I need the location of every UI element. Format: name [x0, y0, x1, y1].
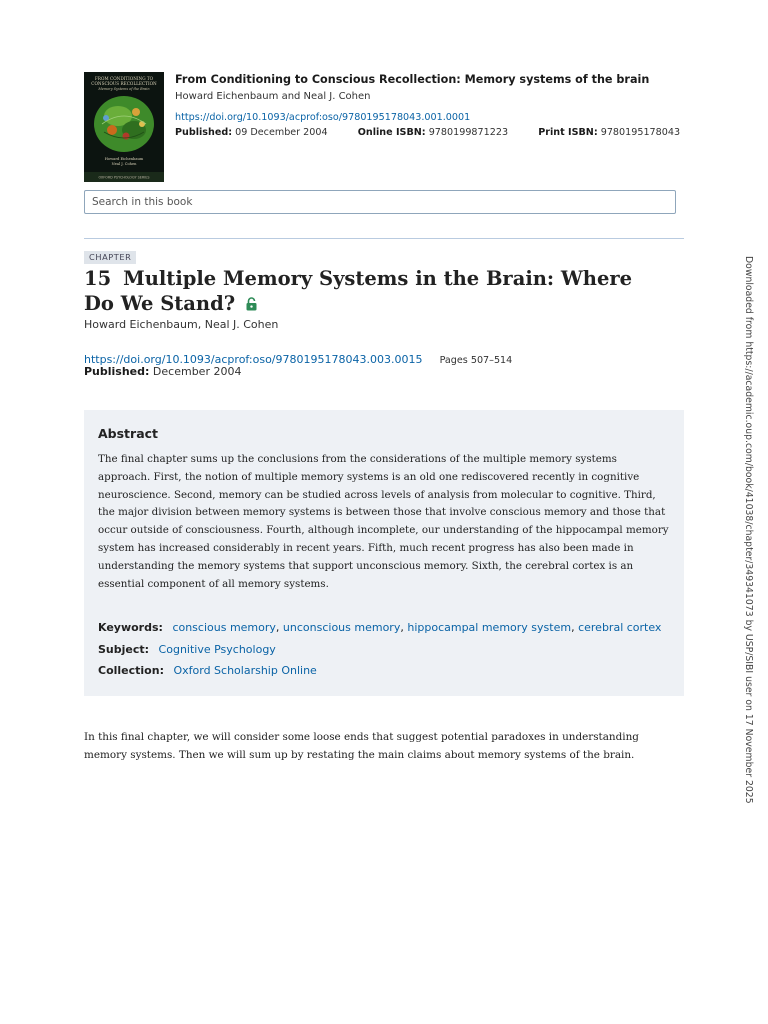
chapter-published-value: December 2004 — [152, 365, 242, 378]
keywords-row: Keywords: conscious memory, unconscious memory, hippocampal memory system, cerebral cortex — [98, 621, 662, 634]
download-watermark: Downloaded from https://academic.oup.com/book/41038/chapter/349341073 by USP/SIBI user on 17 November 2025 — [743, 256, 754, 804]
search-book-input[interactable] — [84, 190, 676, 214]
chapter-publication-date — [84, 365, 241, 378]
abstract-section — [84, 410, 684, 696]
cover-series: OXFORD PSYCHOLOGY SERIES — [98, 175, 150, 180]
book-meta — [175, 72, 685, 138]
book-header — [84, 72, 684, 184]
book-publication-info — [175, 127, 685, 138]
book-doi-link[interactable]: https://doi.org/10.1093/acprof:oso/9780195178043.001.0001 — [175, 112, 471, 123]
open-access-lock-icon — [246, 292, 257, 317]
collection-row — [98, 664, 317, 677]
chapter-authors: Howard Eichenbaum, Neal J. Cohen — [84, 318, 279, 331]
book-published-value: 09 December 2004 — [235, 127, 328, 138]
abstract-text: The final chapter sums up the conclusions from the considerations of the multiple memory systems approach. First, the notion of multiple memory systems is an old one rediscovered recently in cognitive neuroscience. Second, memory can be studied across levels of analysis from molecular to cognitive. Third, the major division between memory systems is between those that involve conscious memory and those that occur outside of consciousness. Fourth, although incomplete, our understanding of the hippocampal memory system has increased considerably in recent years. Fifth, much recent progress has also been made in understanding the memory systems that support unconscious memory. Sixth, the cerebral cortex is an essential component of all memory systems. — [98, 453, 669, 590]
book-cover[interactable] — [84, 72, 164, 182]
chapter-title — [84, 266, 664, 317]
cover-title-line2: CONSCIOUS RECOLLECTION — [91, 81, 157, 86]
keyword-link[interactable]: cerebral cortex — [578, 621, 662, 634]
print-isbn-value: 9780195178043 — [600, 127, 681, 138]
chapter-badge: CHAPTER — [84, 251, 136, 264]
chapter-pages: Pages 507–514 — [439, 355, 513, 366]
keyword-link[interactable]: conscious memory — [172, 621, 276, 634]
keywords-label: Keywords: — [98, 621, 163, 634]
book-authors: Howard Eichenbaum and Neal J. Cohen — [175, 91, 371, 102]
subject-label: Subject: — [98, 643, 150, 656]
chapter-title-text: Multiple Memory Systems in the Brain: Where Do We Stand? — [84, 267, 633, 315]
chapter-number: 15 — [84, 267, 112, 290]
cover-subtitle: Memory Systems of the Brain — [98, 87, 150, 91]
subject-row — [98, 643, 276, 656]
keyword-link[interactable]: unconscious memory — [282, 621, 401, 634]
cover-title-line1: FROM CONDITIONING TO — [94, 76, 154, 81]
abstract-heading: Abstract — [98, 426, 159, 441]
body-paragraph: In this final chapter, we will consider some loose ends that suggest potential paradoxes in understanding memory systems. Then we will sum up by restating the main claims about memory systems of the brain. — [84, 731, 639, 761]
section-divider — [84, 238, 684, 239]
collection-label: Collection: — [98, 664, 164, 677]
chapter-doi-link[interactable]: https://doi.org/10.1093/acprof:oso/9780195178043.003.0015 — [84, 353, 423, 366]
print-isbn-label: Print ISBN: — [538, 127, 598, 138]
online-isbn-value: 9780199871223 — [428, 127, 509, 138]
chapter-published-label: Published: — [84, 365, 150, 378]
subject-link[interactable]: Cognitive Psychology — [158, 643, 276, 656]
book-title[interactable]: From Conditioning to Conscious Recollection: Memory systems of the brain — [175, 73, 650, 86]
online-isbn-label: Online ISBN: — [357, 127, 426, 138]
keyword-link[interactable]: hippocampal memory system — [407, 621, 572, 634]
cover-author-line1: Howard Eichenbaum — [104, 157, 144, 161]
collection-link[interactable]: Oxford Scholarship Online — [173, 664, 317, 677]
cover-author-line2: Neal J. Cohen — [111, 162, 137, 166]
brain-illustration — [94, 96, 154, 152]
book-published-label: Published: — [175, 127, 233, 138]
